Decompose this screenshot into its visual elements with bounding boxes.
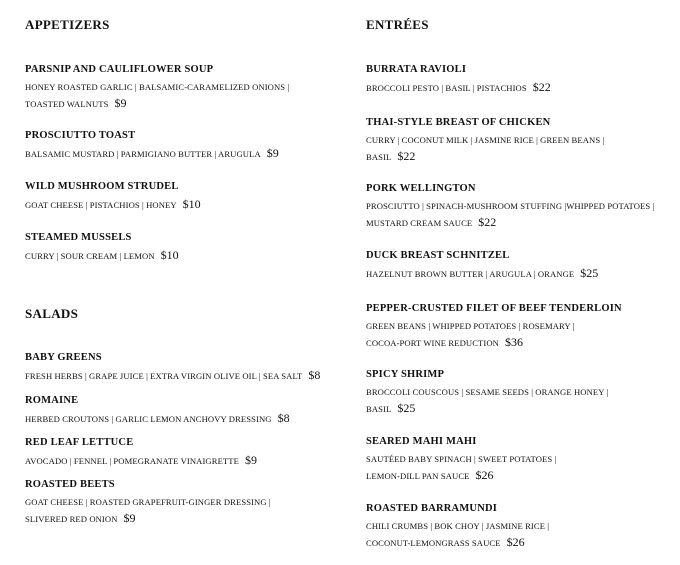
- item-name: PARSNIP AND CAULIFLOWER SOUP: [25, 64, 214, 75]
- section-title-salads: SALADS: [25, 306, 79, 321]
- item-name: BURRATA RAVIOLI: [366, 64, 467, 75]
- description-line: BROCCOLI COUSCOUS | SESAME SEEDS | ORANGE HONEY |: [366, 387, 609, 397]
- menu-item-filet-of-beef: [366, 302, 676, 351]
- description-line: CURRY | SOUR CREAM | LEMON: [25, 251, 155, 261]
- description-line: HERBED CROUTONS | GARLIC LEMON ANCHOVY DRESSING: [25, 414, 272, 424]
- item-name: ROMAINE: [25, 395, 79, 406]
- description-line: HAZELNUT BROWN BUTTER | ARUGULA | ORANGE: [366, 269, 575, 279]
- menu-item-steamed-mussels: [25, 231, 345, 264]
- menu-item-duck-schnitzel: [366, 249, 676, 282]
- description-line: GREEN BEANS | WHIPPED POTATOES | ROSEMARY |: [366, 321, 575, 331]
- item-price: $25: [580, 266, 599, 280]
- description-line: LEMON-DILL PAN SAUCE: [366, 471, 470, 481]
- menu-item-barramundi: [366, 502, 676, 551]
- section-title-entrees: ENTRÉES: [366, 17, 429, 32]
- item-price: $9: [114, 96, 127, 110]
- menu-item-romaine: [25, 394, 345, 427]
- description-line: BASIL: [366, 152, 392, 162]
- description-line: COCONUT-LEMONGRASS SAUCE: [366, 538, 501, 548]
- menu-item-pork-wellington: [366, 182, 676, 231]
- item-description: [366, 265, 676, 282]
- description-line: SLIVERED RED ONION: [25, 514, 118, 524]
- description-line: AVOCADO | FENNEL | POMEGRANATE VINAIGRETTE: [25, 456, 239, 466]
- item-description: [366, 318, 676, 351]
- item-price: $22: [397, 149, 416, 163]
- item-description: [25, 145, 345, 162]
- item-description: [366, 198, 676, 231]
- item-price: $9: [266, 146, 279, 160]
- item-name: ROASTED BEETS: [25, 479, 115, 490]
- section-title-appetizers: APPETIZERS: [25, 17, 110, 32]
- description-line: BASIL: [366, 404, 392, 414]
- item-price: $36: [504, 335, 523, 349]
- description-line: GOAT CHEESE | PISTACHIOS | HONEY: [25, 200, 177, 210]
- menu-item-red-leaf-lettuce: [25, 436, 345, 469]
- item-price: $10: [160, 248, 179, 262]
- menu-item-thai-chicken: [366, 116, 676, 165]
- menu-item-baby-greens: [25, 351, 345, 384]
- item-price: $9: [123, 511, 136, 525]
- item-price: $9: [244, 453, 257, 467]
- item-name: PEPPER-CRUSTED FILET OF BEEF TENDERLOIN: [366, 303, 622, 314]
- menu-item-prosciutto-toast: [25, 129, 345, 162]
- description-line: BALSAMIC MUSTARD | PARMIGIANO BUTTER | ARUGULA: [25, 149, 261, 159]
- description-line: SAUTÉED BABY SPINACH | SWEET POTATOES |: [366, 454, 557, 464]
- description-line: CURRY | COCONUT MILK | JASMINE RICE | GREEN BEANS |: [366, 135, 605, 145]
- item-price: $25: [397, 401, 416, 415]
- item-description: [366, 132, 676, 165]
- item-description: [366, 384, 676, 417]
- item-name: BABY GREENS: [25, 352, 102, 363]
- item-name: STEAMED MUSSELS: [25, 232, 132, 243]
- item-price: $26: [506, 535, 525, 549]
- item-price: $26: [475, 468, 494, 482]
- description-line: HONEY ROASTED GARLIC | BALSAMIC-CARAMELIZED ONIONS |: [25, 82, 290, 92]
- menu-item-mahi-mahi: [366, 435, 676, 484]
- item-name: PROSCIUTTO TOAST: [25, 130, 136, 141]
- menu-item-burrata-ravioli: [366, 63, 676, 96]
- item-description: [366, 79, 676, 96]
- menu-item-parsnip-soup: [25, 63, 345, 112]
- description-line: CHILI CRUMBS | BOK CHOY | JASMINE RICE |: [366, 521, 550, 531]
- item-description: [25, 196, 345, 213]
- description-line: MUSTARD CREAM SAUCE: [366, 218, 473, 228]
- description-line: FRESH HERBS | GRAPE JUICE | EXTRA VIRGIN OLIVE OIL | SEA SALT: [25, 371, 303, 381]
- description-line: TOASTED WALNUTS: [25, 99, 109, 109]
- item-name: WILD MUSHROOM STRUDEL: [25, 181, 179, 192]
- item-price: $22: [532, 80, 551, 94]
- item-name: PORK WELLINGTON: [366, 183, 476, 194]
- item-price: $22: [478, 215, 497, 229]
- description-line: PROSCIUTTO | SPINACH-MUSHROOM STUFFING |WHIPPED POTATOES |: [366, 201, 655, 211]
- item-description: [366, 451, 676, 484]
- item-name: THAI-STYLE BREAST OF CHICKEN: [366, 117, 551, 128]
- item-name: SPICY SHRIMP: [366, 369, 445, 380]
- menu-item-spicy-shrimp: [366, 368, 676, 417]
- item-price: $8: [277, 411, 290, 425]
- item-name: SEARED MAHI MAHI: [366, 436, 477, 447]
- description-line: COCOA-PORT WINE REDUCTION: [366, 338, 499, 348]
- description-line: BROCCOLI PESTO | BASIL | PISTACHIOS: [366, 83, 527, 93]
- item-price: $8: [308, 368, 321, 382]
- item-description: [25, 452, 345, 469]
- item-name: RED LEAF LETTUCE: [25, 437, 134, 448]
- item-description: [366, 518, 676, 551]
- item-description: [25, 410, 345, 427]
- item-name: DUCK BREAST SCHNITZEL: [366, 250, 510, 261]
- menu-item-mushroom-strudel: [25, 180, 345, 213]
- menu-item-roasted-beets: [25, 478, 345, 527]
- item-description: [25, 79, 345, 112]
- item-description: [25, 247, 345, 264]
- item-name: ROASTED BARRAMUNDI: [366, 503, 498, 514]
- description-line: GOAT CHEESE | ROASTED GRAPEFRUIT-GINGER DRESSING |: [25, 497, 271, 507]
- item-description: [25, 494, 345, 527]
- item-price: $10: [182, 197, 201, 211]
- item-description: [25, 367, 345, 384]
